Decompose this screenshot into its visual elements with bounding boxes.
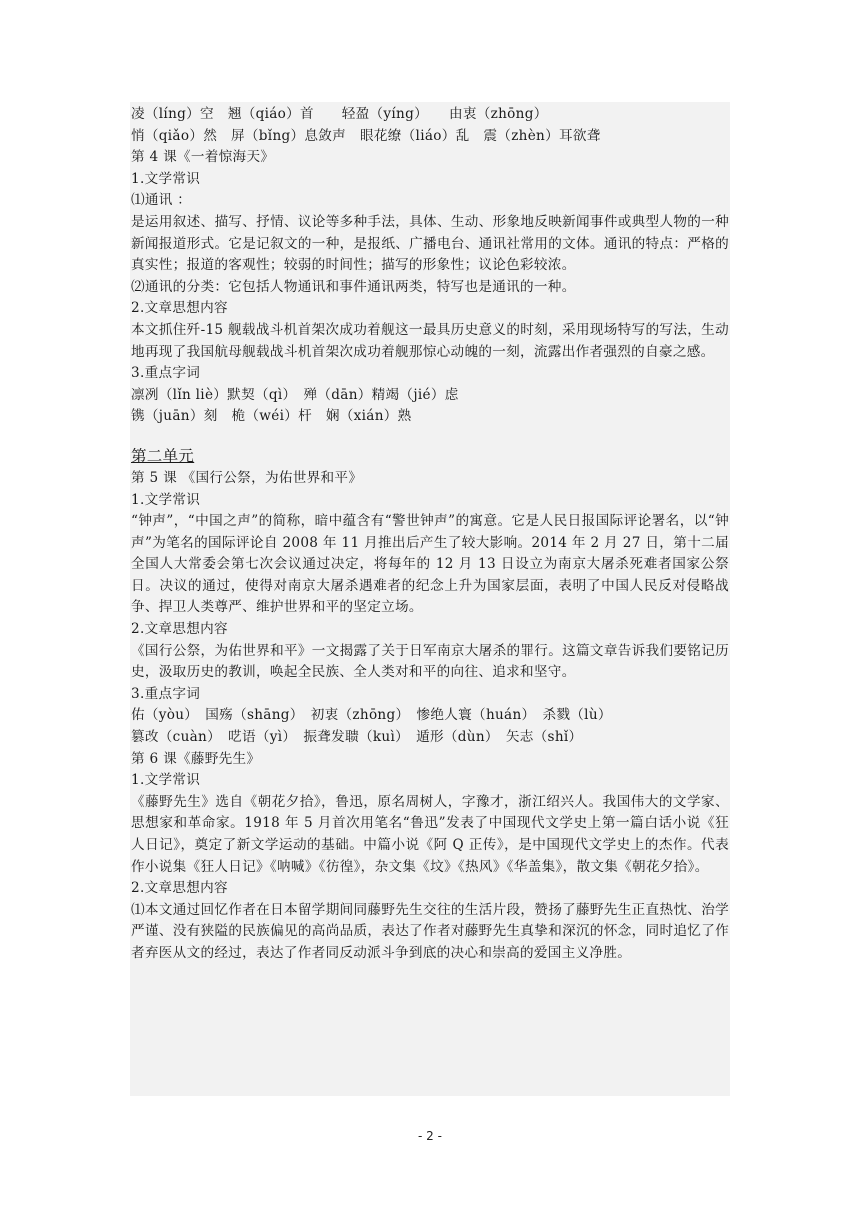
vocab-line: 镌（juān）刻 桅（wéi）杆 娴（xián）熟 bbox=[131, 408, 412, 425]
vocab-line: 凌（líng）空 翘（qiáo）首 轻盈（yíng） 由衷（zhōng） bbox=[131, 106, 548, 122]
document-body bbox=[131, 104, 729, 965]
section-heading: 1.文学常识 bbox=[131, 491, 201, 508]
page-number: - 2 - bbox=[418, 1129, 442, 1143]
section-heading: 2.文章思想内容 bbox=[131, 300, 228, 317]
paragraph: 《藤野先生》选自《朝花夕拾》，鲁迅，原名周树人，字豫才，浙江绍兴人。我国伟大的文学家、思想家和革命家。1918 年 5 月首次用笔名“鲁迅”发表了中国现代文学史上第一篇白话小说《狂人日记》，奠定了新文学运动的基础。中篇小说《阿 Q 正传》，是中国现代文学史上的杰作。代表作小说集《狂人日记》《呐喊》《彷徨》，杂文集《坟》《热风》《华盖集》，散文集《朝花夕拾》。 bbox=[131, 793, 729, 875]
section-heading: 2.文章思想内容 bbox=[131, 880, 228, 897]
paragraph: 《国行公祭，为佑世界和平》一文揭露了关于日军南京大屠杀的罪行。这篇文章告诉我们要铭记历史，汲取历史的教训，唤起全民族、全人类对和平的向往、追求和坚守。 bbox=[131, 642, 729, 681]
vocab-line: 悄（qiǎo）然 屏（bǐng）息敛声 眼花缭（liáo）乱 震（zhèn）耳欲聋 bbox=[131, 127, 601, 144]
paragraph: ⑴本文通过回忆作者在日本留学期间同藤野先生交往的生活片段，赞扬了藤野先生正直热忱、治学严谨、没有狭隘的民族偏见的高尚品质，表达了作者对藤野先生真挚和深沉的怀念，同时追忆了作者弃医从文的经过，表达了作者同反动派斗争到底的决心和崇高的爱国主义净胜。 bbox=[131, 901, 729, 961]
paragraph: “钟声”，“中国之声”的简称，暗中蕴含有“警世钟声”的寓意。它是人民日报国际评论署名，以“钟声”为笔名的国际评论自 2008 年 11 月推出后产生了较大影响。2014 年 2 月 27 日，第十二届全国人大常委会第七次会议通过决定，将每年的 12 月 13 日设立为南京大屠杀死难者国家公祭日。决议的通过，使得对南京大屠杀遇难者的纪念上升为国家层面，表明了中国人民反对侵略战争、捍卫人类尊严、维护世界和平的坚定立场。 bbox=[131, 513, 729, 616]
section-heading: 3.重点字词 bbox=[131, 685, 201, 702]
unit-heading: 第二单元 bbox=[131, 446, 195, 465]
lesson-title: 第 4 课《一着惊海天》 bbox=[131, 149, 275, 166]
vocab-line: 凛冽（lǐn liè）默契（qì） 殚（dān）精竭（jié）虑 bbox=[131, 386, 459, 403]
paragraph: ⑵通讯的分类：它包括人物通讯和事件通讯两类，特写也是通讯的一种。 bbox=[131, 278, 576, 295]
section-heading: 2.文章思想内容 bbox=[131, 621, 228, 638]
section-heading: 1.文学常识 bbox=[131, 170, 201, 187]
section-heading: 1.文学常识 bbox=[131, 772, 201, 789]
paragraph: 是运用叙述、描写、抒情、议论等多种手法，具体、生动、形象地反映新闻事件或典型人物的一种新闻报道形式。它是记叙文的一种，是报纸、广播电台、通讯社常用的文体。通讯的特点：严格的真实性；报道的客观性；较弱的时间性；描写的形象性；议论色彩较浓。 bbox=[131, 213, 729, 274]
section-heading: 3.重点字词 bbox=[131, 365, 201, 382]
vocab-line: 佑（yòu） 国殇（shāng） 初衷（zhōng） 惨绝人寰（huán） 杀戮（lù） bbox=[131, 707, 612, 724]
lesson-title: 第 5 课 《国行公祭，为佑世界和平》 bbox=[131, 469, 363, 486]
sub-heading: ⑴通讯 ： bbox=[131, 192, 192, 209]
lesson-title: 第 6 课《藤野先生》 bbox=[131, 750, 261, 767]
paragraph: 本文抓住歼-15 舰载战斗机首架次成功着舰这一最具历史意义的时刻，采用现场特写的写法，生动地再现了我国航母舰载战斗机首架次成功着舰那惊心动魄的一刻，流露出作者强烈的自豪之感。 bbox=[131, 321, 729, 360]
vocab-line: 篡改（cuàn） 呓语（yì） 振聋发聩（kuì） 遁形（dùn） 矢志（shǐ） bbox=[131, 729, 583, 746]
